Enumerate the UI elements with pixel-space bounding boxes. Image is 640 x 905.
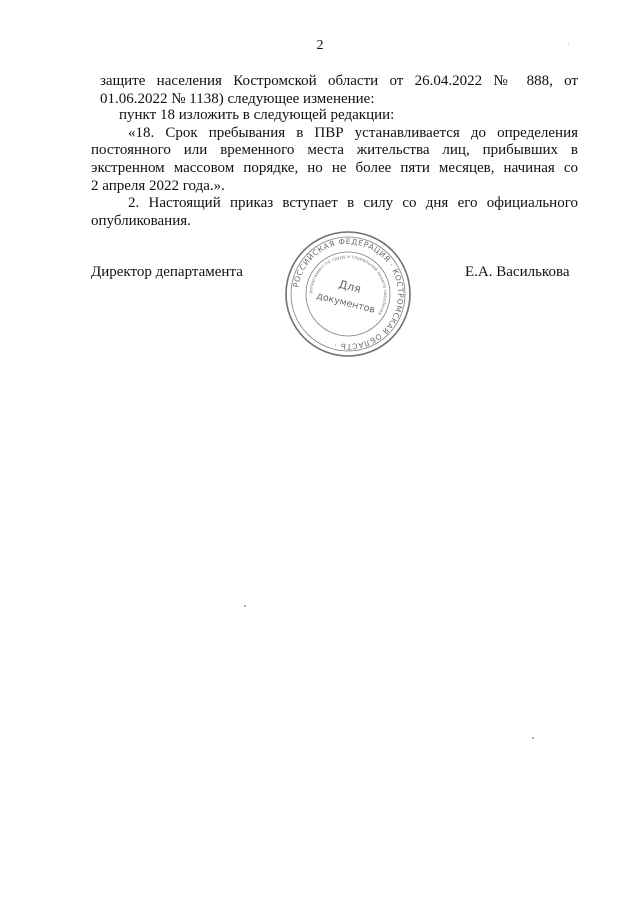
svg-text:Для: Для xyxy=(337,277,363,296)
official-stamp xyxy=(284,230,412,358)
text-line: 01.06.2022 № 1138) следующее изменение: xyxy=(100,91,375,107)
text-line: 2 апреля 2022 года.». xyxy=(91,178,225,194)
page-number: 2 xyxy=(316,38,324,53)
paragraph-continuation xyxy=(100,72,578,90)
svg-text:документов: документов xyxy=(315,290,377,316)
text-line: 2. Настоящий приказ вступает в силу со дня его официального xyxy=(128,195,578,211)
text-line: защите населения Костромской области от 26.04.2022 № 888, от xyxy=(100,73,578,89)
paragraph-effective-date xyxy=(128,194,578,212)
quoted-text-line xyxy=(91,141,578,159)
quoted-text-line xyxy=(91,159,578,177)
text-line: опубликования. xyxy=(91,213,191,229)
svg-text:департамент по труду и социаль: департамент по труду и социальной защите населения xyxy=(308,254,388,316)
scan-speck xyxy=(568,44,569,45)
svg-text:РОССИЙСКАЯ ФЕДЕРАЦИЯ · КОСТРОМ: РОССИЙСКАЯ ФЕДЕРАЦИЯ · КОСТРОМСКАЯ ОБЛАСТЬ · xyxy=(291,236,406,352)
signatory-position: Директор департамента xyxy=(91,264,243,280)
text-line: экстренном массовом порядке, но не более пяти месяцев, начиная со xyxy=(91,160,578,176)
signatory-name: Е.А. Василькова xyxy=(465,264,570,280)
text-line: «18. Срок пребывания в ПВР устанавливается до определения xyxy=(128,125,578,141)
text-line: постоянного или временного места жительства лиц, прибывших в xyxy=(91,142,578,158)
scan-speck xyxy=(244,605,246,607)
paragraph-item-18-intro: пункт 18 изложить в следующей редакции: xyxy=(119,107,395,123)
scan-speck xyxy=(532,737,534,739)
quoted-text-line xyxy=(128,124,578,142)
